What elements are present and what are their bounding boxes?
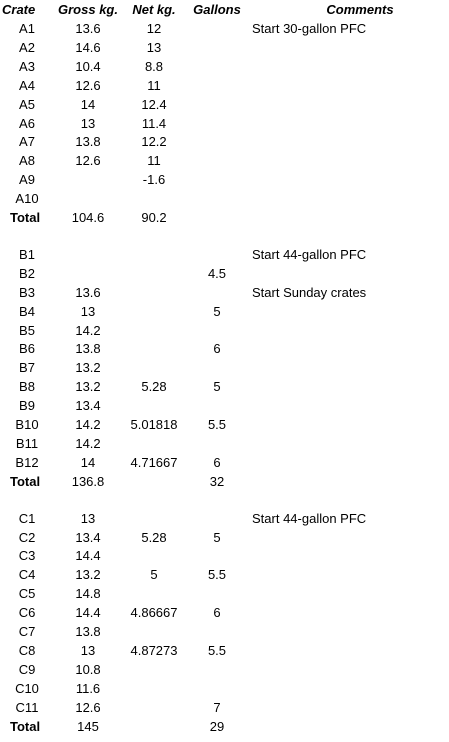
crate-id: B7 [19,360,35,376]
gallons-value [186,115,248,133]
gallons-value: 6 [213,341,221,357]
gallons-value [186,680,248,698]
table-row [0,585,449,603]
comment-text [252,585,447,603]
table-row [0,661,449,679]
total-row [0,209,449,227]
comment-text [252,454,447,472]
gross-kg-value: 13.6 [75,21,101,36]
comment-text [252,547,447,565]
table-row [0,322,449,340]
table-row [0,77,449,95]
table-row [0,510,449,528]
gallons-value [186,246,248,264]
comment-text [252,378,447,396]
crate-id: A7 [19,134,35,150]
net-kg-value [125,680,183,698]
net-kg-value [125,435,183,453]
comment-text [252,661,447,679]
gross-kg-value: 14.2 [75,435,101,451]
comment-text: Start Sunday crates [252,284,367,300]
gross-kg-value: 14.2 [75,417,101,432]
net-kg-value: 5.01818 [130,417,178,432]
crate-id: A9 [19,172,35,188]
crate-id: C9 [18,661,36,677]
crate-id: A10 [15,191,39,207]
crate-id: C5 [18,586,36,602]
total-row [0,473,449,491]
crate-id: B4 [19,303,35,319]
gross-kg-value: 13 [80,642,96,658]
table-row [0,378,449,396]
table-row [0,303,449,321]
table-row [0,246,449,264]
crate-id: B1 [19,246,35,262]
gross-kg-value: 14.4 [75,548,101,564]
crate-id: C10 [15,680,39,696]
net-kg-value [125,284,183,302]
gross-kg-value: 13.8 [75,341,101,357]
net-kg-value: 4.71667 [130,454,178,470]
total-gross-kg: 136.8 [71,473,105,489]
net-kg-value [125,190,183,208]
crate-id: A6 [19,115,35,131]
comment-text [252,265,447,283]
net-kg-value: 5.28 [141,379,167,395]
comment-text [252,58,447,76]
gallons-value: 5 [213,303,221,319]
crate-id: C6 [18,605,36,621]
gross-kg-value: 13.2 [75,567,101,583]
table-row [0,359,449,377]
gross-kg-value: 10.8 [75,661,101,677]
gallons-value [186,510,248,528]
table-row [0,340,449,358]
crate-id: C4 [18,567,36,583]
crate-id: A5 [19,96,35,112]
comment-text [252,340,447,358]
total-net-kg [125,718,183,736]
crate-id: B11 [15,435,39,451]
comment-text [252,39,447,57]
net-kg-value: 8.8 [144,58,164,74]
comment-text [252,115,447,133]
crate-id: A3 [19,58,35,74]
table-row [0,39,449,57]
gallons-value [186,547,248,565]
net-kg-value [125,303,183,321]
gross-kg-value: 10.4 [75,58,101,74]
gallons-value: 5 [213,529,221,545]
crate-id: C1 [18,510,36,526]
crate-id: C3 [18,548,36,564]
comment-text [252,642,447,660]
total-gallons: 32 [209,473,225,489]
table-row [0,397,449,415]
gallons-value [186,39,248,57]
net-kg-value [125,359,183,377]
net-kg-value: 12.4 [141,96,167,112]
net-kg-value [125,265,183,283]
net-kg-value [125,397,183,415]
comment-text [252,416,447,434]
gallons-value [186,77,248,95]
gross-kg-value: 13.2 [75,360,101,376]
crate-id: C8 [18,642,36,658]
table-row [0,284,449,302]
crate-id: A4 [19,77,35,93]
comment-text: Start 30-gallon PFC [252,21,367,36]
table-row [0,529,449,547]
net-kg-value: 5 [150,567,158,583]
net-kg-value [125,585,183,603]
table-row [0,190,449,208]
gross-kg-value: 13.2 [75,379,101,395]
comment-text [252,699,447,717]
net-kg-value [125,699,183,717]
gross-kg-value: 13.8 [75,624,101,639]
net-kg-value [125,246,183,264]
total-row [0,718,449,736]
gross-kg-value: 14.2 [75,322,101,338]
gross-kg-value: 12.6 [75,699,101,715]
comment-text [252,77,447,95]
gross-kg-value: 14.6 [75,39,101,55]
gross-kg-value: 14.4 [75,605,101,621]
gallons-value: 6 [213,454,221,470]
gross-kg-value: 13.4 [75,398,101,414]
gallons-value [186,133,248,151]
header-net-kg: Net kg. [132,2,176,17]
net-kg-value: 11.4 [141,115,167,131]
gallons-value [186,661,248,679]
table-row [0,58,449,76]
gross-kg-value: 11.6 [75,680,101,696]
total-label: Total [10,210,41,225]
net-kg-value: 12.2 [141,134,167,150]
gross-kg-value: 13.8 [75,134,101,150]
header-gallons: Gallons [193,2,241,17]
gallons-value [186,623,248,641]
crate-id: B9 [19,398,35,414]
gross-kg-value: 13 [80,510,96,526]
crate-id: B2 [19,265,35,281]
gallons-value [186,322,248,340]
gross-kg-value: 14 [80,454,96,470]
gallons-value [186,190,248,208]
header-crate: Crate [2,2,36,17]
net-kg-value: 11 [147,153,161,169]
gross-kg-value: 13 [80,303,96,319]
crate-id: A1 [19,21,35,36]
table-row [0,416,449,434]
gallons-value [186,397,248,415]
total-gross-kg: 104.6 [71,210,105,225]
total-gallons: 29 [209,718,225,734]
gross-kg-value: 14.8 [75,586,101,602]
gallons-value: 5.5 [207,417,227,432]
net-kg-value [125,510,183,528]
table-row [0,435,449,453]
table-row [0,133,449,151]
gallons-value [186,284,248,302]
comment-text [252,359,447,377]
comment-text [252,171,447,189]
comment-text [252,303,447,321]
comment-text [252,152,447,170]
gallons-value: 5.5 [207,642,227,658]
gross-kg-value [53,190,123,208]
comment-text [252,322,447,340]
gallons-value [186,58,248,76]
table-row [0,623,449,641]
gross-kg-value: 12.6 [75,77,101,93]
gross-kg-value: 13.4 [75,529,101,545]
table-row [0,96,449,114]
comment-text [252,604,447,622]
total-gallons [186,209,248,227]
gross-kg-value [53,171,123,189]
gallons-value [186,20,248,38]
net-kg-value: -1.6 [142,172,166,188]
comment-text [252,133,447,151]
crate-id: B12 [15,454,39,470]
crate-id: B8 [19,379,35,395]
table-row [0,566,449,584]
total-net-kg: 90.2 [141,210,167,225]
net-kg-value: 11 [147,77,161,93]
comment-text [252,397,447,415]
comment-text: Start 44-gallon PFC [252,510,367,526]
crate-id: B3 [19,284,35,300]
gallons-value [186,96,248,114]
gallons-value: 7 [213,699,221,715]
table-row [0,20,449,38]
crate-id: C2 [18,529,36,545]
comment-text [252,190,447,208]
table-row [0,265,449,283]
gross-kg-value [53,265,123,283]
gallons-value [186,171,248,189]
total-net-kg [125,473,183,491]
table-row [0,152,449,170]
comment-text [252,529,447,547]
table-row [0,547,449,565]
crate-id: A8 [19,153,35,169]
net-kg-value [125,623,183,641]
net-kg-value [125,340,183,358]
gallons-value: 6 [213,605,221,621]
gallons-value [186,152,248,170]
total-gross-kg: 145 [77,718,99,734]
crate-id: A2 [19,39,35,55]
table-row [0,171,449,189]
net-kg-value [125,547,183,565]
table-row [0,604,449,622]
net-kg-value [125,322,183,340]
comment-text [252,566,447,584]
net-kg-value: 5.28 [141,529,167,545]
net-kg-value: 13 [146,39,162,55]
net-kg-value: 4.87273 [130,642,178,658]
comment-text [252,680,447,698]
crate-id: B6 [19,341,35,357]
table-row [0,680,449,698]
net-kg-value: 4.86667 [130,605,178,621]
gallons-value: 5.5 [207,567,227,583]
gallons-value: 5 [213,379,221,395]
gallons-value [186,585,248,603]
comment-text [252,435,447,453]
gross-kg-value: 14 [80,96,96,112]
crate-id: C7 [18,624,36,639]
comment-text [252,96,447,114]
header-comments: Comments [326,2,394,17]
crate-id: B5 [19,322,35,338]
gross-kg-value: 13 [80,115,96,131]
crate-id: B10 [15,417,39,432]
crate-id: C11 [15,699,39,715]
total-label: Total [10,718,41,734]
gallons-value: 4.5 [207,265,227,281]
gallons-value [186,435,248,453]
net-kg-value: 12 [146,21,162,36]
total-label: Total [10,473,41,489]
gallons-value [186,359,248,377]
table-row [0,454,449,472]
header-gross-kg: Gross kg. [58,2,118,17]
table-row [0,115,449,133]
comment-text: Start 44-gallon PFC [252,246,367,262]
gross-kg-value: 13.6 [75,284,101,300]
gross-kg-value [53,246,123,264]
gross-kg-value: 12.6 [75,153,101,169]
comment-text [252,623,447,641]
table-row [0,699,449,717]
net-kg-value [125,661,183,679]
table-row [0,642,449,660]
